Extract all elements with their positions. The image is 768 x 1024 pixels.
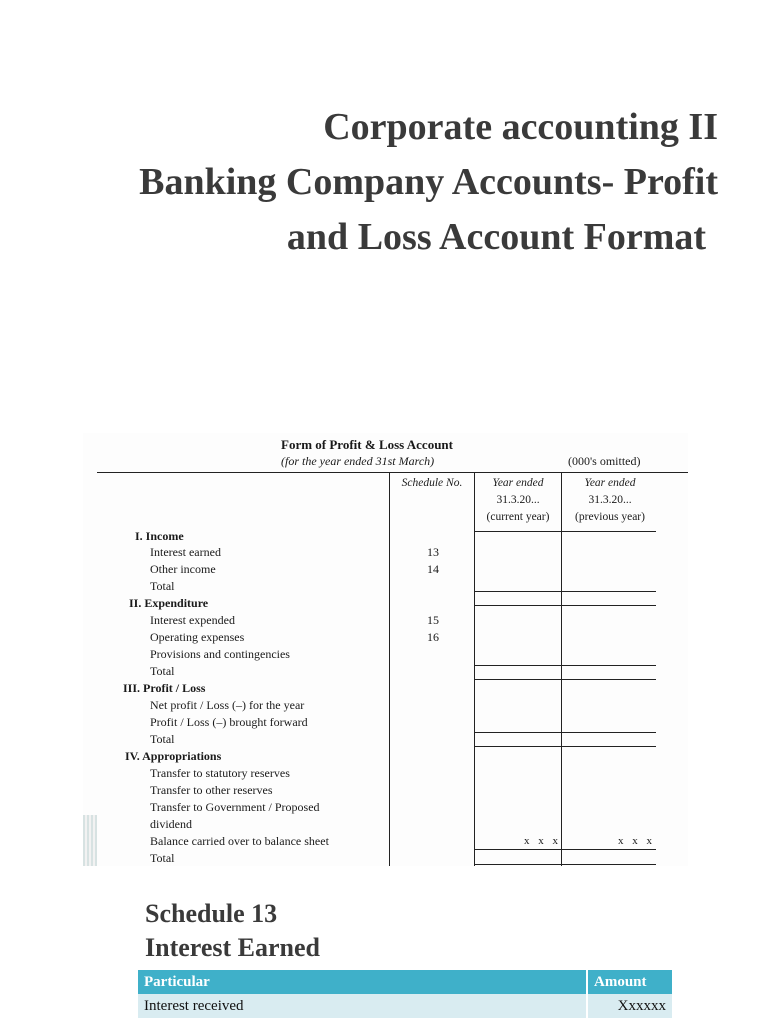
slide-title	[10, 100, 718, 265]
row-net-profit: Net profit / Loss (–) for the year	[150, 698, 305, 712]
sched-interest-expended: 15	[427, 613, 439, 627]
previous-year-line-1: Year ended	[584, 477, 636, 489]
schedule-no-header: Schedule No.	[401, 477, 463, 489]
total-rule-2a	[474, 665, 656, 666]
section-expenditure: II. Expenditure	[129, 596, 209, 610]
row-other-reserves: Transfer to other reserves	[150, 783, 273, 797]
total-rule-4a	[474, 849, 656, 850]
row-brought-forward: Profit / Loss (–) brought forward	[150, 715, 308, 729]
form-omitted-note: (000's omitted)	[568, 454, 641, 468]
schedule-title	[145, 897, 320, 965]
row-income-total: Total	[150, 579, 175, 593]
previous-year-line-2: 31.3.20...	[588, 494, 632, 506]
row-expenditure-total: Total	[150, 664, 175, 678]
row-other-income: Other income	[150, 562, 216, 576]
slide-title-line-3: and Loss Account Format	[286, 216, 706, 258]
current-year-header	[475, 475, 561, 526]
row-provisions: Provisions and contingencies	[150, 647, 290, 661]
total-rule-3a	[474, 732, 656, 733]
schedule-title-line-1: Schedule 13	[145, 899, 278, 928]
header-particular: Particular	[138, 970, 587, 994]
previous-year-header	[562, 475, 658, 526]
current-year-line-1: Year ended	[492, 477, 544, 489]
row-interest-expended: Interest expended	[150, 613, 235, 627]
total-rule-1b	[474, 605, 656, 606]
slide-title-line-2: Banking Company Accounts- Profit	[139, 161, 718, 203]
form-top-rule	[97, 472, 688, 473]
row-profit-total: Total	[150, 732, 175, 746]
profit-loss-form-image	[83, 433, 688, 866]
schedule-table	[138, 970, 672, 1018]
total-rule-3b	[474, 746, 656, 747]
current-year-line-2: 31.3.20...	[496, 494, 540, 506]
total-rule-2b	[474, 679, 656, 680]
section-appropriations: IV. Appropriations	[125, 749, 222, 763]
sched-operating-expenses: 16	[427, 630, 439, 644]
section-profit-loss: III. Profit / Loss	[123, 681, 206, 695]
slide-title-line-1: Corporate accounting II	[323, 106, 718, 148]
cell-particular: Interest received	[138, 994, 587, 1018]
row-interest-earned: Interest earned	[150, 545, 221, 559]
row-operating-expenses: Operating expenses	[150, 630, 245, 644]
total-rule-4b	[474, 864, 656, 865]
row-transfer-government: Transfer to Government / Proposed	[150, 800, 320, 814]
schedule-title-line-2: Interest Earned	[145, 933, 321, 962]
schedule-table-header-row	[138, 970, 672, 994]
row-statutory-reserves: Transfer to statutory reserves	[150, 766, 290, 780]
total-rule-1a	[474, 591, 656, 592]
row-dividend: dividend	[150, 817, 192, 831]
form-col-divider-1	[389, 472, 390, 866]
balance-current-mark: x x x	[524, 835, 561, 847]
cell-amount: Xxxxxx	[587, 994, 672, 1018]
section-income: I. Income	[135, 529, 184, 543]
scan-edge-decoration	[83, 815, 97, 866]
sched-other-income: 14	[427, 562, 439, 576]
previous-year-line-3: (previous year)	[575, 511, 645, 523]
row-balance-carried: Balance carried over to balance sheet	[150, 834, 329, 848]
table-row	[138, 994, 672, 1018]
form-title: Form of Profit & Loss Account	[281, 437, 453, 452]
form-header-rule	[474, 531, 656, 532]
balance-previous-mark: x x x	[618, 835, 655, 847]
form-subtitle: (for the year ended 31st March)	[281, 454, 435, 468]
row-appropriations-total: Total	[150, 851, 175, 865]
current-year-line-3: (current year)	[486, 511, 550, 523]
sched-interest-earned: 13	[427, 545, 439, 559]
header-amount: Amount	[587, 970, 672, 994]
